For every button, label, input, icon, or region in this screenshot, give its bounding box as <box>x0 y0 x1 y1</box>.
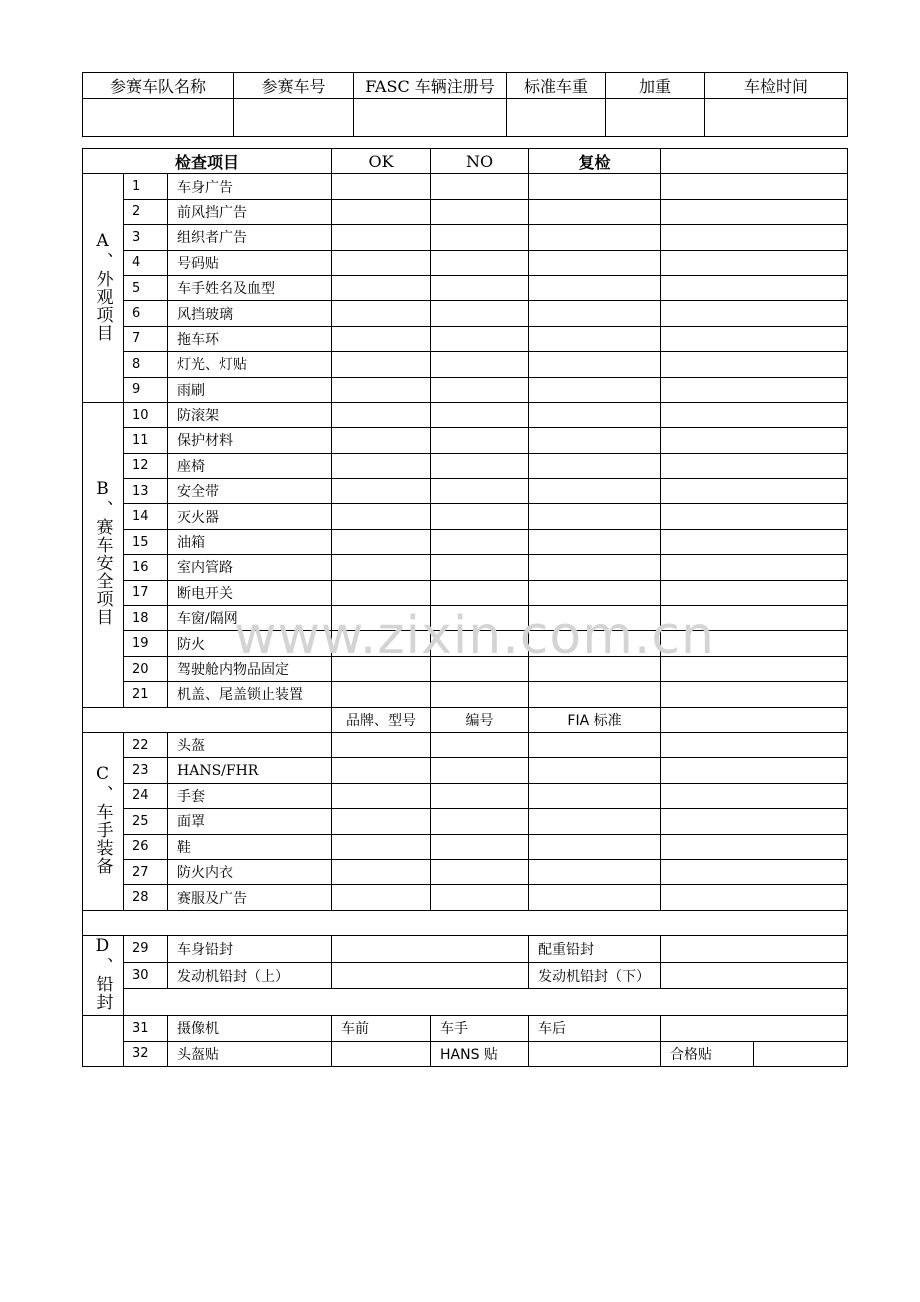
no-cell[interactable] <box>431 656 529 681</box>
note-cell[interactable] <box>661 631 848 656</box>
ok-cell[interactable] <box>332 174 431 199</box>
ok-cell[interactable] <box>332 809 431 834</box>
recheck-cell[interactable] <box>529 758 661 783</box>
no-cell[interactable] <box>431 859 529 884</box>
item-number: 12 <box>124 453 168 478</box>
seal-extra-label: 配重铅封 <box>529 936 661 963</box>
ok-cell[interactable] <box>332 453 431 478</box>
item-number: 23 <box>124 758 168 783</box>
col-extra-header <box>661 149 848 174</box>
table-row <box>83 936 848 963</box>
std-weight-header: 标准车重 <box>507 73 606 99</box>
camera-front-cell[interactable]: 车前 <box>332 1016 431 1041</box>
item-label: 头盔贴 <box>168 1041 332 1066</box>
item-label: 摄像机 <box>168 1016 332 1041</box>
recheck-cell[interactable] <box>529 377 661 402</box>
no-cell[interactable] <box>431 606 529 631</box>
item-label: 机盖、尾盖锁止装置 <box>168 682 332 707</box>
brand-header: 品牌、型号 <box>332 707 431 732</box>
item-label: 号码贴 <box>168 250 332 275</box>
note-cell[interactable] <box>661 377 848 402</box>
no-cell[interactable] <box>431 529 529 554</box>
table-row <box>83 989 848 1016</box>
ok-cell[interactable] <box>332 250 431 275</box>
item-number: 31 <box>124 1016 168 1041</box>
item-label: 油箱 <box>168 529 332 554</box>
item-label: 防火内衣 <box>168 859 332 884</box>
no-cell[interactable] <box>431 453 529 478</box>
car-number-field[interactable] <box>234 99 354 137</box>
blank-cell <box>661 707 848 732</box>
ok-cell[interactable] <box>332 275 431 300</box>
ok-cell[interactable] <box>332 225 431 250</box>
table-row <box>83 962 848 989</box>
recheck-cell[interactable] <box>529 885 661 910</box>
recheck-cell[interactable] <box>529 555 661 580</box>
note-cell[interactable] <box>661 428 848 453</box>
note-cell[interactable] <box>661 809 848 834</box>
recheck-cell[interactable] <box>529 301 661 326</box>
ok-cell[interactable] <box>332 732 431 757</box>
section-c <box>83 732 124 910</box>
serial-header: 编号 <box>431 707 529 732</box>
no-cell[interactable] <box>431 428 529 453</box>
no-cell[interactable] <box>431 402 529 427</box>
seal-extra-value[interactable] <box>661 962 848 989</box>
recheck-cell[interactable] <box>529 479 661 504</box>
item-label: 保护材料 <box>168 428 332 453</box>
recheck-cell[interactable] <box>529 352 661 377</box>
section-b-label: B、赛车安全项目 <box>92 479 113 627</box>
item-number: 26 <box>124 834 168 859</box>
item-number: 8 <box>124 352 168 377</box>
item-label: HANS/FHR <box>168 758 332 783</box>
ok-cell[interactable] <box>332 428 431 453</box>
item-number: 27 <box>124 859 168 884</box>
recheck-cell[interactable] <box>529 631 661 656</box>
seal-value-cell[interactable] <box>332 936 529 963</box>
item-number: 30 <box>124 962 168 989</box>
ok-cell[interactable] <box>332 352 431 377</box>
section-d-label: D、铅封 <box>92 936 113 1012</box>
no-cell[interactable] <box>431 631 529 656</box>
note-cell[interactable] <box>661 275 848 300</box>
item-label: 室内管路 <box>168 555 332 580</box>
item-number: 3 <box>124 225 168 250</box>
note-cell[interactable] <box>661 479 848 504</box>
recheck-cell[interactable] <box>529 732 661 757</box>
hans-sticker-cell[interactable] <box>529 1041 661 1066</box>
note-cell[interactable] <box>661 301 848 326</box>
note-cell[interactable] <box>661 758 848 783</box>
item-number: 22 <box>124 732 168 757</box>
ok-cell[interactable] <box>332 377 431 402</box>
item-label: 车窗/隔网 <box>168 606 332 631</box>
ok-cell[interactable] <box>332 580 431 605</box>
item-number: 1 <box>124 174 168 199</box>
note-cell[interactable] <box>661 250 848 275</box>
ok-cell[interactable] <box>332 783 431 808</box>
ok-cell[interactable] <box>332 402 431 427</box>
note-cell[interactable] <box>661 555 848 580</box>
item-number: 24 <box>124 783 168 808</box>
table-row <box>83 301 848 326</box>
ok-cell[interactable] <box>332 555 431 580</box>
recheck-cell[interactable] <box>529 783 661 808</box>
recheck-cell[interactable] <box>529 402 661 427</box>
fia-header: FIA 标准 <box>529 707 661 732</box>
ok-cell[interactable] <box>332 504 431 529</box>
no-cell[interactable] <box>431 783 529 808</box>
note-cell[interactable] <box>661 174 848 199</box>
ok-cell[interactable] <box>332 479 431 504</box>
item-label: 灯光、灯贴 <box>168 352 332 377</box>
note-cell[interactable] <box>661 326 848 351</box>
note-cell[interactable] <box>661 1016 848 1041</box>
no-cell[interactable] <box>431 504 529 529</box>
section-a-label: A、外观项目 <box>92 230 113 342</box>
no-cell[interactable] <box>431 758 529 783</box>
item-number: 9 <box>124 377 168 402</box>
item-label: 灭火器 <box>168 504 332 529</box>
check-time-field[interactable] <box>705 99 848 137</box>
ok-cell[interactable] <box>332 301 431 326</box>
item-number: 16 <box>124 555 168 580</box>
item-number: 28 <box>124 885 168 910</box>
item-label: 座椅 <box>168 453 332 478</box>
note-cell[interactable] <box>661 859 848 884</box>
note-cell[interactable] <box>661 199 848 224</box>
item-label: 车手姓名及血型 <box>168 275 332 300</box>
pass-sticker-label: 合格贴 <box>661 1041 754 1066</box>
added-weight-header: 加重 <box>606 73 705 99</box>
no-cell[interactable] <box>431 250 529 275</box>
table-row <box>83 453 848 478</box>
recheck-cell[interactable] <box>529 326 661 351</box>
no-cell[interactable] <box>431 225 529 250</box>
table-row <box>83 377 848 402</box>
note-cell[interactable] <box>661 453 848 478</box>
item-number: 21 <box>124 682 168 707</box>
item-number: 2 <box>124 199 168 224</box>
item-number: 17 <box>124 580 168 605</box>
table-row <box>83 783 848 808</box>
item-number: 18 <box>124 606 168 631</box>
item-label: 风挡玻璃 <box>168 301 332 326</box>
note-cell[interactable] <box>661 352 848 377</box>
ok-cell[interactable] <box>332 656 431 681</box>
table-row <box>83 631 848 656</box>
section-b <box>83 402 124 707</box>
recheck-cell[interactable] <box>529 453 661 478</box>
note-cell[interactable] <box>661 732 848 757</box>
table-row <box>83 682 848 707</box>
hans-sticker-label: HANS 贴 <box>431 1041 529 1066</box>
camera-driver-cell[interactable]: 车手 <box>431 1016 529 1041</box>
note-cell[interactable] <box>661 834 848 859</box>
table-row <box>83 1016 848 1041</box>
recheck-cell[interactable] <box>529 199 661 224</box>
no-cell[interactable] <box>431 301 529 326</box>
note-cell[interactable] <box>661 656 848 681</box>
item-label: 发动机铅封（上） <box>168 962 332 989</box>
col-item-header: 检查项目 <box>83 149 332 174</box>
car-number-header: 参赛车号 <box>234 73 354 99</box>
item-label: 安全带 <box>168 479 332 504</box>
note-cell[interactable] <box>661 402 848 427</box>
no-cell[interactable] <box>431 809 529 834</box>
table-row <box>83 732 848 757</box>
note-cell[interactable] <box>661 529 848 554</box>
ok-cell[interactable] <box>332 326 431 351</box>
equipment-subheader-row <box>83 707 848 732</box>
std-weight-field[interactable] <box>507 99 606 137</box>
item-number: 5 <box>124 275 168 300</box>
fasc-reg-header: FASC 车辆注册号 <box>354 73 507 99</box>
recheck-cell[interactable] <box>529 859 661 884</box>
recheck-cell[interactable] <box>529 580 661 605</box>
ok-cell[interactable] <box>332 529 431 554</box>
table-row <box>83 555 848 580</box>
section-a <box>83 174 124 403</box>
recheck-cell[interactable] <box>529 428 661 453</box>
helmet-sticker-cell[interactable] <box>332 1041 431 1066</box>
check-time-header: 车检时间 <box>705 73 848 99</box>
team-name-field[interactable] <box>83 99 234 137</box>
no-cell[interactable] <box>431 199 529 224</box>
recheck-cell[interactable] <box>529 682 661 707</box>
no-cell[interactable] <box>431 834 529 859</box>
table-row <box>83 275 848 300</box>
note-cell[interactable] <box>661 682 848 707</box>
table-row <box>83 580 848 605</box>
section-d <box>83 936 124 1016</box>
item-label: 鞋 <box>168 834 332 859</box>
table-row <box>83 656 848 681</box>
item-label: 防滚架 <box>168 402 332 427</box>
item-label: 组织者广告 <box>168 225 332 250</box>
recheck-cell[interactable] <box>529 250 661 275</box>
section-c-label: C、车手装备 <box>92 763 113 875</box>
item-label: 面罩 <box>168 809 332 834</box>
ok-cell[interactable] <box>332 606 431 631</box>
note-cell[interactable] <box>661 580 848 605</box>
table-row <box>83 834 848 859</box>
item-number: 7 <box>124 326 168 351</box>
recheck-cell[interactable] <box>529 809 661 834</box>
no-cell[interactable] <box>431 682 529 707</box>
table-row <box>83 402 848 427</box>
spacer-row <box>83 910 848 935</box>
table-row <box>83 174 848 199</box>
col-ok-header: OK <box>332 149 431 174</box>
table-row <box>83 428 848 453</box>
seal-extra-label: 发动机铅封（下） <box>529 962 661 989</box>
no-cell[interactable] <box>431 326 529 351</box>
ok-cell[interactable] <box>332 834 431 859</box>
added-weight-field[interactable] <box>606 99 705 137</box>
item-label: 车身铅封 <box>168 936 332 963</box>
table-row <box>83 352 848 377</box>
registration-table <box>82 72 848 137</box>
item-number: 4 <box>124 250 168 275</box>
watermark: www.zixin.com.cn <box>234 606 715 666</box>
ok-cell[interactable] <box>332 859 431 884</box>
table-row <box>83 809 848 834</box>
table-row <box>83 504 848 529</box>
item-label: 防火 <box>168 631 332 656</box>
item-label: 赛服及广告 <box>168 885 332 910</box>
item-number: 10 <box>124 402 168 427</box>
item-number: 6 <box>124 301 168 326</box>
seal-extra-value[interactable] <box>661 936 848 963</box>
ok-cell[interactable] <box>332 885 431 910</box>
section-e <box>83 1016 124 1067</box>
item-number: 20 <box>124 656 168 681</box>
no-cell[interactable] <box>431 377 529 402</box>
col-no-header: NO <box>431 149 529 174</box>
no-cell[interactable] <box>431 732 529 757</box>
recheck-cell[interactable] <box>529 606 661 631</box>
note-cell[interactable] <box>661 504 848 529</box>
note-cell[interactable] <box>661 885 848 910</box>
pass-sticker-cell[interactable] <box>754 1041 848 1066</box>
camera-rear-cell[interactable]: 车后 <box>529 1016 661 1041</box>
col-recheck-header: 复检 <box>529 149 661 174</box>
inspection-table <box>82 148 848 1067</box>
no-cell[interactable] <box>431 885 529 910</box>
item-label: 拖车环 <box>168 326 332 351</box>
item-label: 驾驶舱内物品固定 <box>168 656 332 681</box>
table-row <box>83 606 848 631</box>
note-cell[interactable] <box>661 783 848 808</box>
table-row <box>83 758 848 783</box>
table-row <box>83 250 848 275</box>
item-number: 29 <box>124 936 168 963</box>
recheck-cell[interactable] <box>529 656 661 681</box>
team-name-header: 参赛车队名称 <box>83 73 234 99</box>
recheck-cell[interactable] <box>529 504 661 529</box>
item-label: 雨刷 <box>168 377 332 402</box>
ok-cell[interactable] <box>332 758 431 783</box>
seal-value-cell[interactable] <box>332 962 529 989</box>
recheck-cell[interactable] <box>529 275 661 300</box>
no-cell[interactable] <box>431 479 529 504</box>
no-cell[interactable] <box>431 352 529 377</box>
no-cell[interactable] <box>431 580 529 605</box>
item-label: 车身广告 <box>168 174 332 199</box>
recheck-cell[interactable] <box>529 225 661 250</box>
recheck-cell[interactable] <box>529 174 661 199</box>
table-row <box>83 199 848 224</box>
fasc-reg-field[interactable] <box>354 99 507 137</box>
table-row <box>83 479 848 504</box>
table-row <box>83 859 848 884</box>
blank-cell <box>83 910 848 935</box>
blank-cell <box>83 707 332 732</box>
item-label: 断电开关 <box>168 580 332 605</box>
note-cell[interactable] <box>661 606 848 631</box>
no-cell[interactable] <box>431 174 529 199</box>
table-row <box>83 225 848 250</box>
ok-cell[interactable] <box>332 631 431 656</box>
recheck-cell[interactable] <box>529 529 661 554</box>
item-label: 前风挡广告 <box>168 199 332 224</box>
note-cell[interactable] <box>661 225 848 250</box>
no-cell[interactable] <box>431 555 529 580</box>
item-number: 15 <box>124 529 168 554</box>
table-row <box>83 326 848 351</box>
table-row <box>83 529 848 554</box>
item-number: 13 <box>124 479 168 504</box>
item-number: 11 <box>124 428 168 453</box>
table-row <box>83 885 848 910</box>
item-number: 19 <box>124 631 168 656</box>
item-number: 25 <box>124 809 168 834</box>
ok-cell[interactable] <box>332 199 431 224</box>
item-label: 手套 <box>168 783 332 808</box>
item-number: 32 <box>124 1041 168 1066</box>
item-number: 14 <box>124 504 168 529</box>
table-row <box>83 1041 848 1066</box>
recheck-cell[interactable] <box>529 834 661 859</box>
item-label: 头盔 <box>168 732 332 757</box>
no-cell[interactable] <box>431 275 529 300</box>
blank-cell <box>124 989 848 1016</box>
ok-cell[interactable] <box>332 682 431 707</box>
